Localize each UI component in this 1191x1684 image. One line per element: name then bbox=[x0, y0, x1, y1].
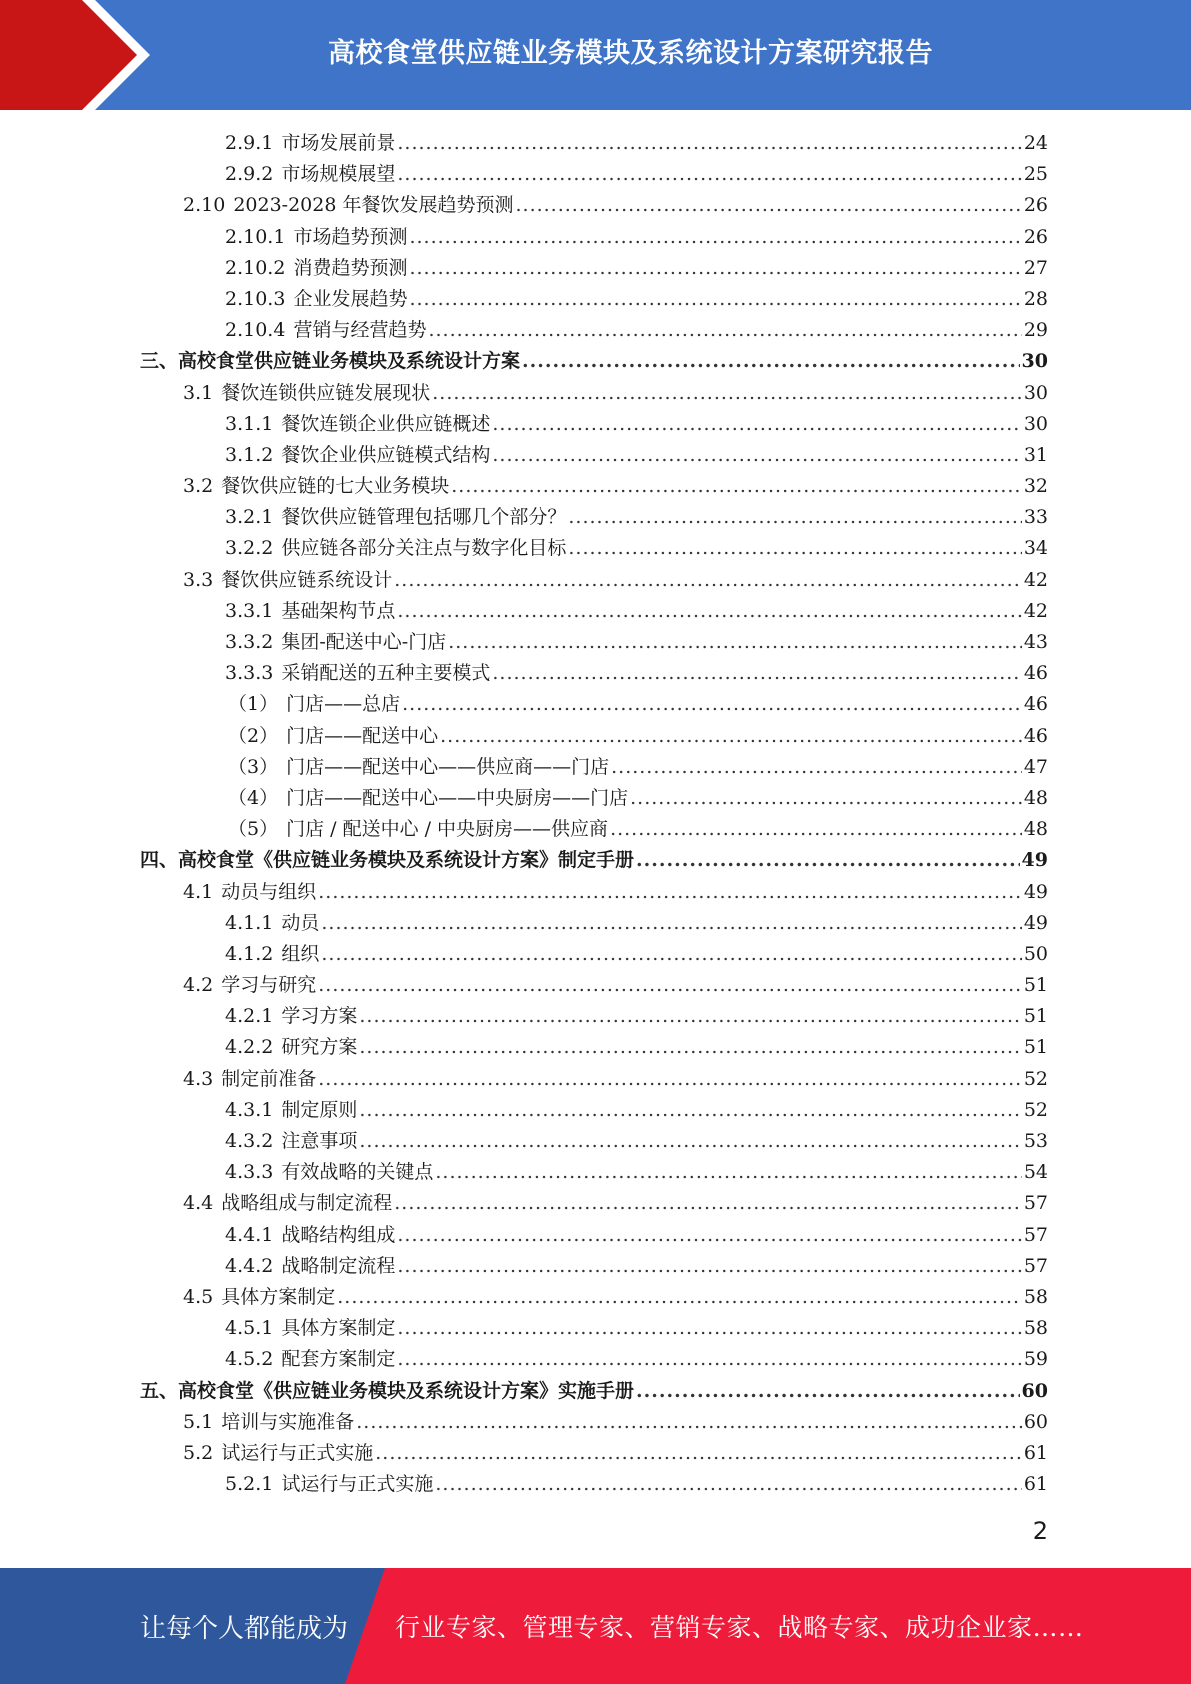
toc-entry[interactable] bbox=[140, 502, 1048, 533]
toc-entry-number: 4.2 bbox=[183, 974, 214, 997]
footer-slogan-left: 让每个人都能成为 bbox=[140, 1613, 349, 1644]
toc-entry-page: 52 bbox=[1023, 1067, 1048, 1090]
toc-entry[interactable] bbox=[140, 284, 1048, 315]
toc-entry-number: 2.10.4 bbox=[225, 319, 286, 342]
toc-dot-leader bbox=[428, 315, 1021, 346]
toc-entry-number: 五、 bbox=[140, 1379, 179, 1402]
toc-dot-leader bbox=[356, 1407, 1022, 1438]
toc-dot-leader bbox=[397, 596, 1021, 627]
toc-entry[interactable] bbox=[140, 1282, 1048, 1313]
toc-entry[interactable] bbox=[140, 1095, 1048, 1126]
toc-entry-number: 5.1 bbox=[183, 1410, 214, 1433]
toc-dot-leader bbox=[409, 222, 1021, 253]
toc-entry-number: 3.3.1 bbox=[225, 599, 274, 622]
toc-entry-page: 27 bbox=[1023, 256, 1048, 279]
toc-dot-leader bbox=[394, 1188, 1022, 1219]
toc-entry-title: 市场发展前景 bbox=[281, 132, 396, 154]
toc-entry-page: 24 bbox=[1023, 132, 1048, 154]
toc-entry-page: 52 bbox=[1023, 1098, 1048, 1121]
toc-entry-title: 动员与组织 bbox=[221, 880, 317, 903]
toc-entry[interactable] bbox=[140, 721, 1048, 752]
toc-entry-number: 4.4.1 bbox=[225, 1223, 274, 1246]
toc-dot-leader bbox=[359, 1126, 1021, 1157]
toc-entry-title: 学习与研究 bbox=[221, 974, 317, 997]
toc-dot-leader bbox=[397, 1251, 1021, 1282]
toc-entry[interactable] bbox=[140, 1251, 1048, 1282]
toc-entry[interactable] bbox=[140, 627, 1048, 658]
toc-entry-number: 4.2.2 bbox=[225, 1036, 274, 1059]
toc-dot-leader bbox=[435, 1157, 1021, 1188]
toc-entry-title: 具体方案制定 bbox=[281, 1317, 396, 1340]
toc-entry-page: 42 bbox=[1023, 599, 1048, 622]
toc-dot-leader bbox=[318, 877, 1022, 908]
toc-entry[interactable] bbox=[140, 222, 1048, 253]
toc-entry[interactable] bbox=[140, 783, 1048, 814]
toc-entry-page: 51 bbox=[1023, 974, 1048, 997]
toc-entry-number: 4.4 bbox=[183, 1192, 214, 1215]
toc-dot-leader bbox=[394, 565, 1022, 596]
toc-dot-leader bbox=[636, 1376, 1020, 1407]
toc-entry-number: 2.10.2 bbox=[225, 256, 286, 279]
toc-entry-title: 营销与经营趋势 bbox=[293, 319, 427, 342]
toc-entry-number: 四、 bbox=[140, 849, 179, 872]
toc-entry-title: 培训与实施准备 bbox=[221, 1410, 355, 1433]
toc-entry-number: 3.3.2 bbox=[225, 631, 274, 653]
toc-entry[interactable] bbox=[140, 346, 1048, 377]
toc-entry[interactable] bbox=[140, 315, 1048, 346]
toc-entry-title: 企业发展趋势 bbox=[293, 287, 408, 310]
toc-dot-leader bbox=[321, 939, 1021, 970]
toc-entry[interactable] bbox=[140, 1064, 1048, 1095]
toc-entry[interactable] bbox=[140, 877, 1048, 908]
toc-entry[interactable] bbox=[140, 190, 1048, 221]
toc-entry-title: 餐饮供应链的七大业务模块 bbox=[221, 475, 450, 498]
toc-entry-page: 57 bbox=[1023, 1254, 1048, 1277]
toc-dot-leader bbox=[321, 908, 1021, 939]
toc-dot-leader bbox=[409, 284, 1021, 315]
toc-entry-title: 市场趋势预测 bbox=[293, 225, 408, 248]
toc-entry-number: 4.3 bbox=[183, 1067, 214, 1090]
toc-entry-title: 门店——配送中心 bbox=[286, 724, 439, 747]
toc-entry-page: 49 bbox=[1021, 849, 1048, 872]
toc-entry-title: 市场规模展望 bbox=[281, 163, 396, 186]
toc-entry-number: 4.3.3 bbox=[225, 1161, 274, 1184]
toc-entry-number: 3.2.1 bbox=[225, 506, 274, 529]
toc-dot-leader bbox=[397, 128, 1021, 159]
toc-dot-leader bbox=[492, 440, 1021, 471]
toc-entry-number: 3.1 bbox=[183, 381, 214, 404]
toc-entry-title: 高校食堂《供应链业务模块及系统设计方案》实施手册 bbox=[178, 1379, 635, 1402]
toc-entry[interactable] bbox=[140, 471, 1048, 502]
toc-entry-page: 26 bbox=[1023, 225, 1048, 248]
toc-entry-number: 4.5.1 bbox=[225, 1317, 274, 1340]
toc-entry-number: 3.2.2 bbox=[225, 537, 274, 560]
toc-entry-page: 61 bbox=[1023, 1473, 1048, 1496]
toc-entry-title: 门店——配送中心——中央厨房——门店 bbox=[286, 786, 629, 809]
toc-entry-page: 42 bbox=[1023, 568, 1048, 591]
toc-entry-number: 4.5.2 bbox=[225, 1348, 274, 1371]
toc-entry-page: 61 bbox=[1023, 1441, 1048, 1464]
toc-entry-number: （5） bbox=[228, 818, 279, 841]
toc-dot-leader bbox=[375, 1438, 1022, 1469]
toc-entry-title: 高校食堂《供应链业务模块及系统设计方案》制定手册 bbox=[178, 849, 635, 872]
toc-entry-title: 配套方案制定 bbox=[281, 1348, 396, 1371]
toc-entry-title: 餐饮连锁企业供应链概述 bbox=[281, 412, 491, 435]
toc-dot-leader bbox=[492, 658, 1021, 689]
toc-entry-page: 51 bbox=[1023, 1005, 1048, 1028]
toc-entry-page: 29 bbox=[1023, 319, 1048, 342]
toc-entry-number: （3） bbox=[228, 755, 279, 778]
toc-dot-leader bbox=[610, 814, 1022, 845]
toc-dot-leader bbox=[568, 502, 1021, 533]
toc-entry-title: 餐饮连锁供应链发展现状 bbox=[221, 381, 431, 404]
toc-entry[interactable] bbox=[140, 1157, 1048, 1188]
toc-entry[interactable] bbox=[140, 533, 1048, 564]
toc-entry-title: 组织 bbox=[281, 942, 320, 965]
toc-entry-title: 门店——配送中心——供应商——门店 bbox=[286, 755, 610, 778]
toc-entry-title: 战略制定流程 bbox=[281, 1254, 396, 1277]
toc-entry[interactable] bbox=[140, 378, 1048, 409]
toc-entry-title: 供应链各部分关注点与数字化目标 bbox=[281, 537, 567, 560]
toc-entry-number: 4.1 bbox=[183, 880, 214, 903]
toc-dot-leader bbox=[318, 1064, 1022, 1095]
toc-entry-page: 30 bbox=[1023, 412, 1048, 435]
toc-dot-leader bbox=[397, 1344, 1021, 1375]
toc-entry[interactable] bbox=[140, 1438, 1048, 1469]
toc-entry-number: 4.5 bbox=[183, 1285, 214, 1308]
toc-entry-page: 30 bbox=[1023, 381, 1048, 404]
document-title: 高校食堂供应链业务模块及系统设计方案研究报告 bbox=[328, 37, 933, 69]
toc-entry-page: 58 bbox=[1023, 1317, 1048, 1340]
toc-entry[interactable] bbox=[140, 970, 1048, 1001]
toc-entry[interactable] bbox=[140, 1469, 1048, 1500]
toc-entry-page: 47 bbox=[1023, 755, 1048, 778]
toc-entry[interactable] bbox=[140, 658, 1048, 689]
header-banner bbox=[0, 0, 1191, 110]
toc-entry-number: （2） bbox=[228, 724, 279, 747]
toc-entry-page: 59 bbox=[1023, 1348, 1048, 1371]
toc-entry-title: 动员 bbox=[281, 911, 320, 934]
toc-dot-leader bbox=[440, 721, 1022, 752]
toc-entry-title: 战略结构组成 bbox=[281, 1223, 396, 1246]
toc-entry[interactable] bbox=[140, 159, 1048, 190]
toc-entry-page: 49 bbox=[1023, 880, 1048, 903]
toc-entry[interactable] bbox=[140, 1126, 1048, 1157]
toc-entry-page: 57 bbox=[1023, 1223, 1048, 1246]
toc-entry-title: 门店——总店 bbox=[286, 693, 401, 716]
footer-slogan-right: 行业专家、管理专家、营销专家、战略专家、成功企业家…… bbox=[395, 1613, 1084, 1642]
toc-dot-leader bbox=[397, 1313, 1021, 1344]
toc-entry-number: 4.3.1 bbox=[225, 1098, 274, 1121]
toc-entry-title: 消费趋势预测 bbox=[293, 256, 408, 279]
toc-entry-title: 制定前准备 bbox=[221, 1067, 317, 1090]
toc-dot-leader bbox=[515, 190, 1021, 221]
toc-entry-number: 2.9.2 bbox=[225, 163, 274, 186]
toc-entry[interactable] bbox=[140, 752, 1048, 783]
toc-entry-number: 4.1.2 bbox=[225, 942, 274, 965]
toc-entry-number: 4.4.2 bbox=[225, 1254, 274, 1277]
toc-dot-leader bbox=[402, 689, 1022, 720]
toc-entry-title: 集团-配送中心-门店 bbox=[281, 631, 447, 653]
toc-entry-number: 2.9.1 bbox=[225, 132, 274, 154]
toc-entry[interactable] bbox=[140, 1376, 1048, 1407]
toc-entry-page: 33 bbox=[1023, 506, 1048, 529]
toc-dot-leader bbox=[636, 845, 1020, 876]
toc-entry-page: 49 bbox=[1023, 911, 1048, 934]
toc-dot-leader bbox=[568, 533, 1021, 564]
toc-entry-page: 54 bbox=[1023, 1161, 1048, 1184]
toc-entry-page: 46 bbox=[1023, 693, 1048, 716]
toc-entry-page: 34 bbox=[1023, 537, 1048, 560]
toc-entry-page: 28 bbox=[1023, 287, 1048, 310]
toc-entry[interactable] bbox=[140, 596, 1048, 627]
toc-dot-leader bbox=[409, 253, 1021, 284]
toc-entry-page: 50 bbox=[1023, 942, 1048, 965]
toc-dot-leader bbox=[359, 1001, 1021, 1032]
toc-entry-number: （1） bbox=[228, 693, 279, 716]
toc-entry-title: 注意事项 bbox=[281, 1130, 358, 1152]
toc-entry-page: 30 bbox=[1021, 350, 1048, 373]
toc-entry-title: 2023-2028 年餐饮发展趋势预测 bbox=[233, 194, 514, 217]
toc-entry[interactable] bbox=[140, 1032, 1048, 1063]
toc-entry-number: 3.1.2 bbox=[225, 443, 274, 466]
toc-entry-page: 25 bbox=[1023, 163, 1048, 186]
toc-dot-leader bbox=[397, 159, 1021, 190]
toc-dot-leader bbox=[492, 409, 1021, 440]
toc-entry-title: 基础架构节点 bbox=[281, 599, 396, 622]
toc-entry-number: 2.10.3 bbox=[225, 287, 286, 310]
toc-entry-number: 5.2.1 bbox=[225, 1473, 274, 1496]
toc-entry[interactable] bbox=[140, 814, 1048, 845]
toc-entry-number: 2.10.1 bbox=[225, 225, 286, 248]
toc-entry-title: 餐饮供应链系统设计 bbox=[221, 568, 393, 591]
toc-entry-number: 4.2.1 bbox=[225, 1005, 274, 1028]
toc-entry[interactable] bbox=[140, 908, 1048, 939]
toc-entry-number: 3.1.1 bbox=[225, 412, 274, 435]
toc-entry-page: 58 bbox=[1023, 1285, 1048, 1308]
toc-entry-page: 48 bbox=[1023, 786, 1048, 809]
toc-entry-number: 3.2 bbox=[183, 475, 214, 498]
toc-dot-leader bbox=[522, 346, 1020, 377]
toc-entry-number: 3.3 bbox=[183, 568, 214, 591]
footer-banner bbox=[0, 1568, 1191, 1684]
toc-entry[interactable] bbox=[140, 1313, 1048, 1344]
toc-entry[interactable] bbox=[140, 1188, 1048, 1219]
toc-entry[interactable] bbox=[140, 1220, 1048, 1251]
toc-entry-number: 2.10 bbox=[183, 194, 226, 217]
toc-entry[interactable] bbox=[140, 1407, 1048, 1438]
toc-entry-page: 26 bbox=[1023, 194, 1048, 217]
toc-entry[interactable] bbox=[140, 939, 1048, 970]
toc-dot-leader bbox=[337, 1282, 1022, 1313]
toc-entry-title: 试运行与正式实施 bbox=[281, 1473, 434, 1496]
toc-entry-number: 4.3.2 bbox=[225, 1130, 274, 1152]
toc-entry-page: 32 bbox=[1023, 475, 1048, 498]
toc-entry[interactable] bbox=[140, 689, 1048, 720]
toc-entry-page: 46 bbox=[1023, 662, 1048, 685]
toc-entry-number: 4.1.1 bbox=[225, 911, 274, 934]
toc-entry-title: 门店 / 配送中心 / 中央厨房——供应商 bbox=[286, 818, 609, 841]
toc-entry-title: 有效战略的关键点 bbox=[281, 1161, 434, 1184]
toc-entry-page: 57 bbox=[1023, 1192, 1048, 1215]
toc-entry-number: 5.2 bbox=[183, 1441, 214, 1464]
toc-entry-page: 51 bbox=[1023, 1036, 1048, 1059]
toc-entry[interactable] bbox=[140, 128, 1048, 159]
toc-dot-leader bbox=[630, 783, 1022, 814]
toc-entry-title: 研究方案 bbox=[281, 1036, 358, 1059]
toc-entry-title: 采销配送的五种主要模式 bbox=[281, 662, 491, 685]
toc-entry-page: 46 bbox=[1023, 724, 1048, 747]
toc-dot-leader bbox=[432, 378, 1022, 409]
toc-entry-title: 战略组成与制定流程 bbox=[221, 1192, 393, 1215]
toc-entry-number: （4） bbox=[228, 786, 279, 809]
toc-entry-title: 制定原则 bbox=[281, 1098, 358, 1121]
toc-entry[interactable] bbox=[140, 1344, 1048, 1375]
toc-dot-leader bbox=[451, 471, 1022, 502]
toc-dot-leader bbox=[359, 1032, 1021, 1063]
toc-entry-number: 3.3.3 bbox=[225, 662, 274, 685]
table-of-contents bbox=[140, 128, 1048, 1500]
toc-entry[interactable] bbox=[140, 565, 1048, 596]
toc-dot-leader bbox=[448, 627, 1022, 658]
toc-dot-leader bbox=[611, 752, 1022, 783]
toc-entry[interactable] bbox=[140, 845, 1048, 876]
toc-entry-number: 三、 bbox=[140, 350, 179, 373]
page-number: 2 bbox=[1032, 1517, 1048, 1545]
toc-dot-leader bbox=[318, 970, 1022, 1001]
toc-entry[interactable] bbox=[140, 1001, 1048, 1032]
toc-dot-leader bbox=[359, 1095, 1021, 1126]
toc-entry-title: 餐饮供应链管理包括哪几个部分？ bbox=[281, 506, 567, 529]
toc-entry-page: 43 bbox=[1023, 631, 1048, 653]
toc-dot-leader bbox=[397, 1220, 1021, 1251]
toc-entry[interactable] bbox=[140, 440, 1048, 471]
toc-entry-title: 高校食堂供应链业务模块及系统设计方案 bbox=[178, 350, 521, 373]
toc-entry-title: 学习方案 bbox=[281, 1005, 358, 1028]
toc-entry-page: 60 bbox=[1023, 1410, 1048, 1433]
toc-entry-title: 餐饮企业供应链模式结构 bbox=[281, 443, 491, 466]
toc-entry-page: 60 bbox=[1021, 1379, 1048, 1402]
toc-entry-title: 试运行与正式实施 bbox=[221, 1441, 374, 1464]
toc-entry-page: 48 bbox=[1023, 818, 1048, 841]
toc-entry-page: 53 bbox=[1023, 1130, 1048, 1152]
toc-entry[interactable] bbox=[140, 253, 1048, 284]
toc-entry-page: 31 bbox=[1023, 443, 1048, 466]
toc-entry[interactable] bbox=[140, 409, 1048, 440]
toc-entry-title: 具体方案制定 bbox=[221, 1285, 336, 1308]
toc-dot-leader bbox=[435, 1469, 1021, 1500]
